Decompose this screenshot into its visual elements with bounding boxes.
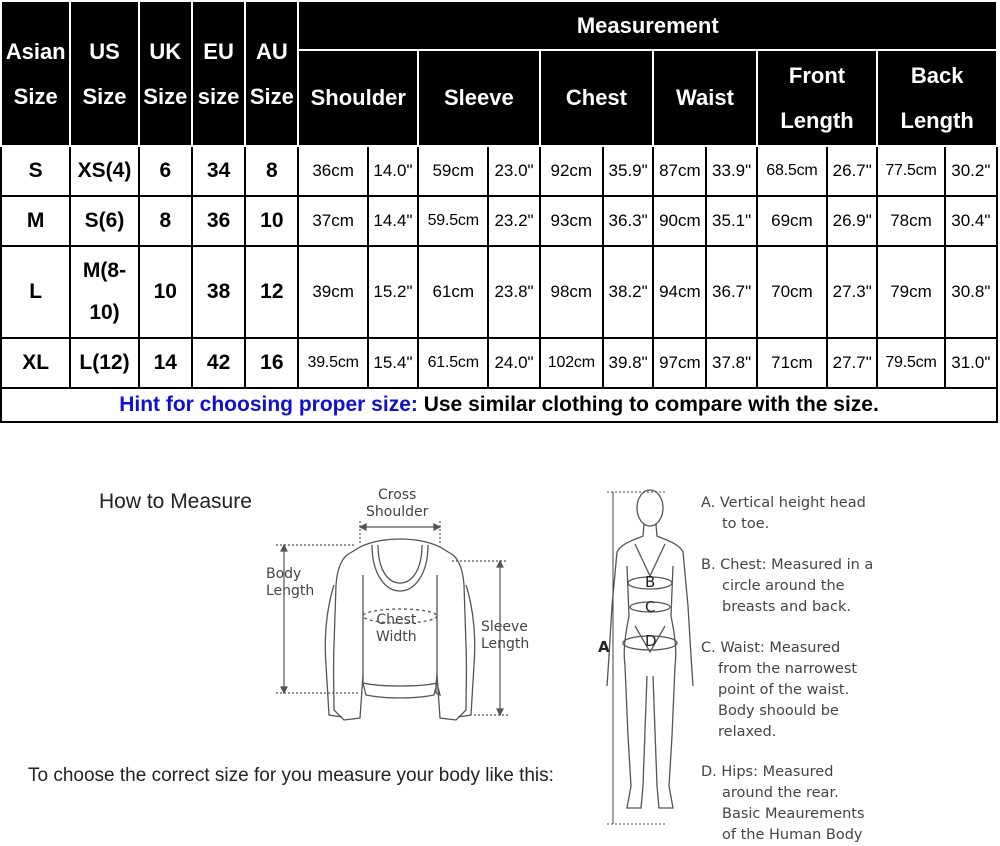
header-eu-size: EU size — [192, 1, 245, 146]
header-us-size: US Size — [70, 1, 138, 146]
cell-back-cm: 78cm — [877, 196, 944, 246]
cell-chest-in: 38.2" — [603, 246, 653, 338]
cell-waist-cm: 94cm — [653, 246, 706, 338]
header-chest: Chest — [540, 50, 654, 146]
header-front-length: Front Length — [757, 50, 878, 146]
cell-back-cm: 79.5cm — [877, 338, 944, 388]
note-b: B. Chest: Measured in a circle around the breasts and back. — [701, 557, 874, 615]
cell-asian: S — [1, 146, 70, 196]
hint-row — [1, 388, 997, 422]
cell-uk: 6 — [139, 146, 192, 196]
cell-asian: L — [1, 246, 70, 338]
cell-front-in: 27.3" — [827, 246, 877, 338]
note-a: A. Vertical height head to toe. — [701, 495, 866, 532]
cell-us: S(6) — [70, 196, 138, 246]
header-uk-size: UK Size — [139, 1, 192, 146]
cell-asian: XL — [1, 338, 70, 388]
cell-au: 10 — [245, 196, 298, 246]
cell-shoulder-cm: 39.5cm — [298, 338, 367, 388]
cell-front-cm: 68.5cm — [757, 146, 827, 196]
cell-sleeve-in: 23.8" — [488, 246, 539, 338]
header-back-length: Back Length — [877, 50, 997, 146]
body-figure — [595, 486, 700, 846]
cell-us: M(8-10) — [70, 246, 138, 338]
cell-chest-cm: 92cm — [540, 146, 603, 196]
cell-sleeve-in: 24.0" — [488, 338, 539, 388]
cell-shoulder-in: 15.2" — [368, 246, 418, 338]
header-shoulder: Shoulder — [298, 50, 418, 146]
header-au-size: AU Size — [245, 1, 298, 146]
body-length-label: Body Length — [266, 566, 315, 599]
cell-back-in: 30.4" — [945, 196, 997, 246]
header-sleeve: Sleeve — [418, 50, 540, 146]
cell-eu: 34 — [192, 146, 245, 196]
cell-au: 8 — [245, 146, 298, 196]
cell-back-cm: 79cm — [877, 246, 944, 338]
cell-au: 12 — [245, 246, 298, 338]
cell-shoulder-in: 14.4" — [368, 196, 418, 246]
marker-b: B — [645, 573, 656, 591]
cell-front-in: 26.7" — [827, 146, 877, 196]
cell-front-cm: 70cm — [757, 246, 827, 338]
cell-shoulder-in: 15.4" — [368, 338, 418, 388]
table-row — [1, 338, 997, 388]
cell-waist-in: 33.9" — [706, 146, 756, 196]
chest-width-label: Chest Width — [376, 612, 417, 645]
cell-shoulder-cm: 36cm — [298, 146, 367, 196]
cell-back-in: 30.2" — [945, 146, 997, 196]
hint-cell — [1, 388, 997, 422]
cell-sleeve-cm: 59cm — [418, 146, 488, 196]
header-measurement: Measurement — [298, 1, 997, 50]
cross-shoulder-label: Cross Shoulder — [366, 487, 429, 520]
cell-back-in: 30.8" — [945, 246, 997, 338]
cell-uk: 10 — [139, 246, 192, 338]
header-waist: Waist — [653, 50, 757, 146]
cell-back-cm: 77.5cm — [877, 146, 944, 196]
cell-chest-cm: 93cm — [540, 196, 603, 246]
cell-sleeve-in: 23.2" — [488, 196, 539, 246]
sleeve-length-label: Sleeve Length — [481, 619, 530, 652]
instruction-text: To choose the correct size for you measure your body like this: — [28, 765, 554, 786]
note-c: C. Waist: Measured from the narrowest point of the waist. Body shoould be relaxed. — [701, 640, 858, 740]
marker-a: A — [598, 638, 610, 656]
cell-chest-in: 39.8" — [603, 338, 653, 388]
cell-waist-cm: 97cm — [653, 338, 706, 388]
cell-uk: 8 — [139, 196, 192, 246]
cell-chest-in: 35.9" — [603, 146, 653, 196]
cell-eu: 36 — [192, 196, 245, 246]
cell-waist-in: 36.7" — [706, 246, 756, 338]
size-chart-table — [0, 0, 998, 423]
hint-label: Hint for choosing proper size: — [119, 393, 418, 416]
cell-chest-cm: 102cm — [540, 338, 603, 388]
note-d: D. Hips: Measured around the rear. Basic Meaurements of the Human Body — [701, 764, 865, 843]
cell-au: 16 — [245, 338, 298, 388]
cell-shoulder-in: 14.0" — [368, 146, 418, 196]
cell-sleeve-cm: 61.5cm — [418, 338, 488, 388]
marker-c: C — [645, 598, 656, 616]
cell-shoulder-cm: 37cm — [298, 196, 367, 246]
cell-sleeve-in: 23.0" — [488, 146, 539, 196]
table-row — [1, 246, 997, 338]
cell-front-cm: 69cm — [757, 196, 827, 246]
header-asian-size: Asian Size — [1, 1, 70, 146]
cell-chest-in: 36.3" — [603, 196, 653, 246]
cell-waist-in: 35.1" — [706, 196, 756, 246]
cell-us: XS(4) — [70, 146, 138, 196]
cell-eu: 42 — [192, 338, 245, 388]
cell-uk: 14 — [139, 338, 192, 388]
sweater-diagram — [260, 515, 530, 730]
how-to-measure-title: How to Measure — [99, 490, 252, 513]
cell-waist-in: 37.8" — [706, 338, 756, 388]
cell-asian: M — [1, 196, 70, 246]
cell-chest-cm: 98cm — [540, 246, 603, 338]
cell-sleeve-cm: 59.5cm — [418, 196, 488, 246]
cell-front-in: 27.7" — [827, 338, 877, 388]
cell-sleeve-cm: 61cm — [418, 246, 488, 338]
table-row — [1, 196, 997, 246]
cell-us: L(12) — [70, 338, 138, 388]
hint-text: Use similar clothing to compare with the size. — [417, 393, 879, 416]
cell-eu: 38 — [192, 246, 245, 338]
cell-back-in: 31.0" — [945, 338, 997, 388]
cell-front-cm: 71cm — [757, 338, 827, 388]
table-row — [1, 146, 997, 196]
cell-front-in: 26.9" — [827, 196, 877, 246]
marker-d: D — [645, 632, 657, 650]
cell-waist-cm: 87cm — [653, 146, 706, 196]
cell-waist-cm: 90cm — [653, 196, 706, 246]
cell-shoulder-cm: 39cm — [298, 246, 367, 338]
